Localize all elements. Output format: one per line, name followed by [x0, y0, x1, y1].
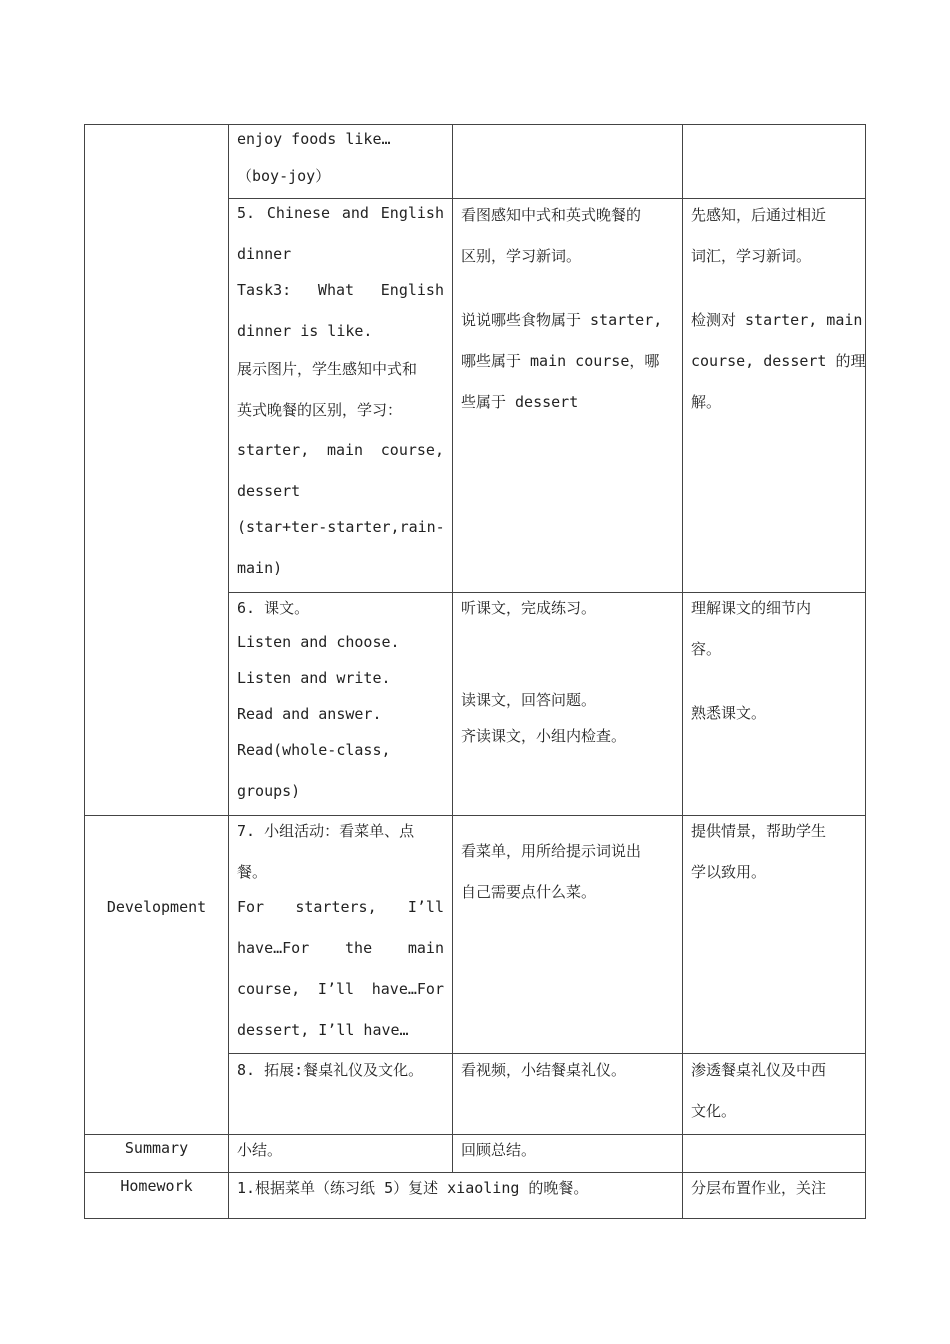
activity-cell — [229, 593, 452, 815]
stage-cell — [85, 1135, 228, 1172]
activity-line: 展示图片，学生感知中式和 — [237, 360, 418, 378]
student-cell — [453, 199, 682, 592]
activity-cell — [229, 199, 452, 592]
purpose-line: course, dessert 的理 — [691, 352, 866, 370]
purpose-line: 提供情景，帮助学生 — [691, 822, 827, 840]
word: Task3: — [237, 281, 292, 299]
word: course, — [380, 441, 444, 459]
student-cell — [453, 1135, 682, 1172]
activity-line: Read(whole-class, — [237, 741, 391, 759]
word: course, — [237, 980, 301, 998]
student-cell — [453, 1054, 682, 1134]
word: have…For — [371, 980, 444, 998]
activity-line: enjoy foods like… — [237, 130, 391, 148]
student-line: 齐读课文，小组内检查。 — [461, 727, 627, 745]
student-line: 自己需要点什么菜。 — [461, 883, 597, 901]
stage-label: Development — [106, 898, 207, 916]
student-line: 哪些属于 main course，哪 — [461, 352, 660, 370]
word: main — [326, 441, 364, 459]
student-line: 区别，学习新词。 — [461, 247, 582, 265]
student-cell — [453, 816, 682, 1053]
stage-label: Summary — [124, 1139, 189, 1157]
activity-line: 小结。 — [237, 1141, 283, 1159]
purpose-line: 文化。 — [691, 1102, 737, 1120]
activity-line: 英式晚餐的区别，学习： — [237, 401, 403, 419]
word: I’ll — [407, 898, 444, 916]
word: main — [407, 939, 444, 957]
justified-line — [237, 204, 444, 222]
activity-line: groups) — [237, 782, 301, 800]
stage-label: Homework — [120, 1177, 193, 1195]
purpose-line: 解。 — [691, 393, 722, 411]
activity-line: Read and answer. — [237, 705, 382, 723]
purpose-line: 词汇，学习新词。 — [691, 247, 812, 265]
purpose-cell — [683, 199, 865, 592]
purpose-cell — [683, 816, 865, 1053]
student-line: 看视频，小结餐桌礼仪。 — [461, 1061, 627, 1079]
purpose-line: 渗透餐桌礼仪及中西 — [691, 1061, 827, 1079]
student-line: 看菜单，用所给提示词说出 — [461, 842, 642, 860]
student-cell — [453, 593, 682, 815]
purpose-line: 学以致用。 — [691, 863, 767, 881]
word: starters, — [295, 898, 377, 916]
word: and — [341, 204, 369, 222]
activity-line: 6. 课文。 — [237, 599, 310, 617]
word: 5. — [237, 204, 256, 222]
word: I’ll — [317, 980, 355, 998]
activity-line: Listen and write. — [237, 669, 391, 687]
table-border-top — [84, 124, 866, 125]
activity-line: dinner is like. — [237, 322, 373, 340]
stage-cell — [85, 1173, 228, 1218]
student-line: 看图感知中式和英式晚餐的 — [461, 206, 642, 224]
student-line: 些属于 dessert — [461, 393, 579, 411]
activity-cell — [229, 1054, 452, 1134]
activity-line: 8. 拓展:餐桌礼仪及文化。 — [237, 1061, 424, 1079]
word: For — [237, 898, 265, 916]
student-line: 说说哪些食物属于 starter, — [461, 311, 663, 329]
student-line: 回顾总结。 — [461, 1141, 537, 1159]
student-line: 听课文，完成练习。 — [461, 599, 597, 617]
purpose-cell — [683, 1173, 865, 1218]
activity-line: Listen and choose. — [237, 633, 400, 651]
table-border-right — [865, 124, 866, 1219]
purpose-line: 理解课文的细节内 — [691, 599, 812, 617]
justified-line — [237, 441, 444, 459]
word: English — [380, 281, 444, 299]
word: rain- — [399, 518, 445, 536]
purpose-cell — [683, 1054, 865, 1134]
activity-line: 餐。 — [237, 863, 268, 881]
activity-line: （boy-joy） — [237, 167, 331, 185]
justified-line — [237, 939, 444, 957]
justified-line — [237, 518, 444, 536]
activity-cell — [229, 1135, 452, 1172]
word: have…For — [237, 939, 310, 957]
justified-line — [237, 898, 444, 916]
purpose-line: 容。 — [691, 640, 722, 658]
purpose-line: 检测对 starter, main — [691, 311, 863, 329]
purpose-cell — [683, 593, 865, 815]
activity-line: dessert, I’ll have… — [237, 1021, 409, 1039]
word: starter, — [237, 441, 310, 459]
activity-line: dessert — [237, 482, 301, 500]
word: the — [345, 939, 373, 957]
word: What — [317, 281, 355, 299]
word: Chinese — [266, 204, 331, 222]
justified-line — [237, 281, 444, 299]
purpose-line: 熟悉课文。 — [691, 704, 767, 722]
activity-line: 1.根据菜单（练习纸 5）复述 xiaoling 的晚餐。 — [237, 1179, 589, 1197]
student-line: 读课文，回答问题。 — [461, 691, 597, 709]
word: (star+ter-starter, — [237, 518, 400, 536]
table-border-bottom — [84, 1218, 866, 1219]
activity-line: main) — [237, 559, 283, 577]
activity-cell — [229, 1173, 682, 1218]
word: English — [380, 204, 444, 222]
purpose-line: 先感知，后通过相近 — [691, 206, 827, 224]
activity-line: dinner — [237, 245, 292, 263]
activity-cell — [229, 125, 452, 198]
stage-cell — [85, 816, 228, 1134]
activity-cell — [229, 816, 452, 1053]
justified-line — [237, 980, 444, 998]
purpose-line: 分层布置作业，关注 — [691, 1179, 827, 1197]
activity-line: 7. 小组活动：看菜单、点 — [237, 822, 415, 840]
